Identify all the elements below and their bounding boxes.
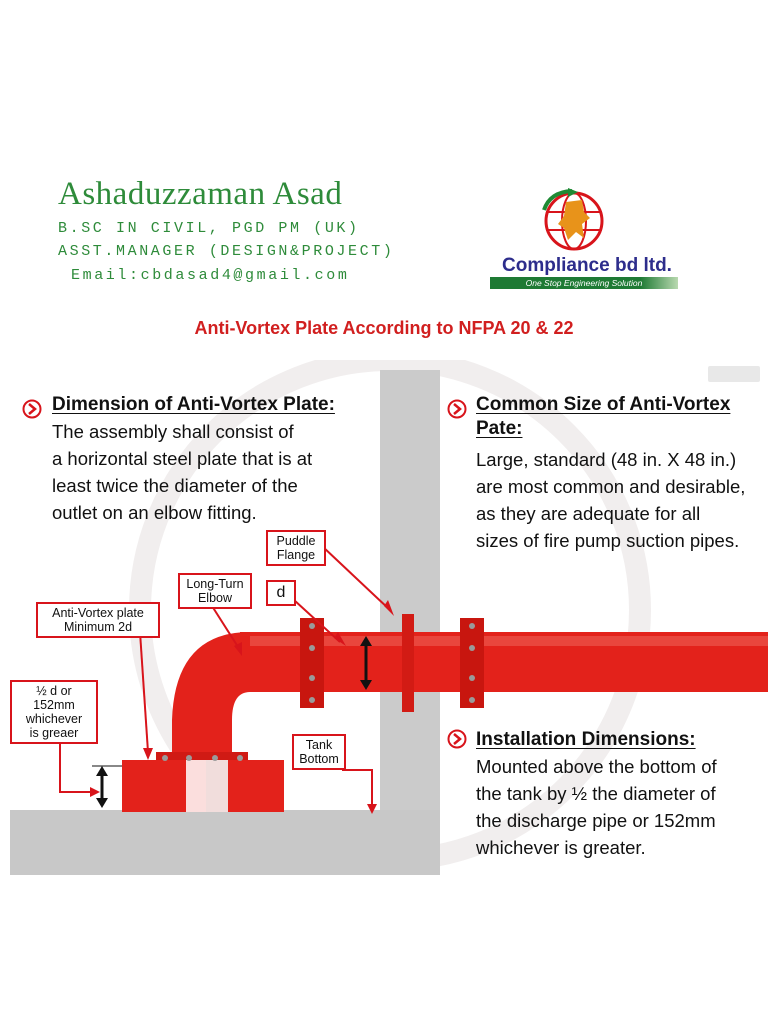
dimension-heading: Dimension of Anti-Vortex Plate: xyxy=(52,394,335,415)
tank-floor xyxy=(10,810,440,875)
company-tagline: One Stop Engineering Solution xyxy=(490,277,678,289)
callout-anti-vortex-plate: Anti-Vortex plate Minimum 2d xyxy=(36,602,160,638)
pipe-flange-2 xyxy=(460,618,484,708)
common-size-heading: Common Size of Anti-Vortex Pate: xyxy=(476,394,731,439)
page-title: Anti-Vortex Plate According to NFPA 20 & 22 xyxy=(194,318,574,338)
author-position: ASST.MANAGER (DESIGN&PROJECT) xyxy=(58,243,395,260)
pipe-flange-1 xyxy=(300,618,324,708)
callout-long-turn-elbow: Long-Turn Elbow xyxy=(178,573,252,609)
author-name: Ashaduzzaman Asad xyxy=(58,176,343,212)
installation-text: Mounted above the bottom of the tank by ½ the diameter of the discharge pipe or 152mm whichever is greater. xyxy=(476,756,717,858)
author-email: Email:cbdasad4@gmail.com xyxy=(71,267,350,284)
callout-half-d: ½ d or 152mm whichever is greaer xyxy=(10,680,98,744)
author-degree: B.SC IN CIVIL, PGD PM (UK) xyxy=(58,220,360,237)
puddle-flange xyxy=(402,614,414,712)
company-name: Compliance bd ltd. xyxy=(502,255,672,276)
callout-puddle-flange: Puddle Flange xyxy=(266,530,326,566)
installation-heading: Installation Dimensions: xyxy=(476,729,696,750)
company-logo-icon xyxy=(538,188,610,254)
chevron-right-icon xyxy=(447,729,467,749)
dimension-text: The assembly shall consist of a horizontal steel plate that is at least twice the diameter of the outlet on an elbow fitting. xyxy=(52,421,313,523)
callout-tank-bottom: Tank Bottom xyxy=(292,734,346,770)
chevron-right-icon xyxy=(447,399,467,419)
chevron-right-icon xyxy=(22,399,42,419)
callout-d: d xyxy=(266,580,296,606)
common-size-text: Large, standard (48 in. X 48 in.) are most common and desirable, as they are adequate for all sizes of fire pump suction pipes. xyxy=(476,449,746,551)
